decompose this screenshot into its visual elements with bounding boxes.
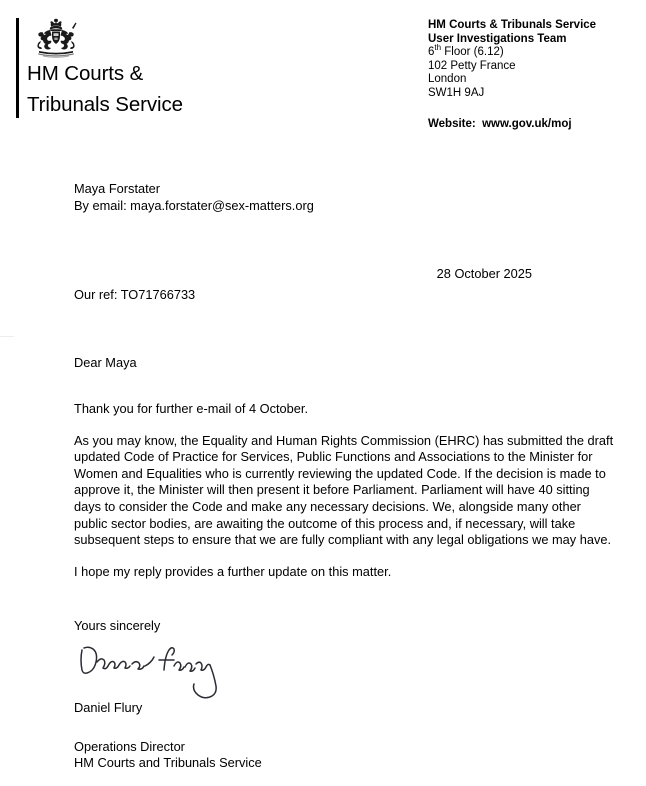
body-paragraph-3: I hope my reply provides a further update on this matter.: [74, 563, 392, 579]
sender-floor-rest: Floor (6.12): [441, 46, 504, 59]
our-reference: Our ref: TO71766733: [74, 287, 196, 302]
logo-vertical-rule: [16, 18, 19, 118]
sender-org: HM Courts & Tribunals Service: [428, 19, 597, 31]
sender-postcode: SW1H 9AJ: [428, 86, 485, 99]
letter-date: 28 October 2025: [436, 266, 532, 281]
hmcts-wordmark-line1: HM Courts &: [27, 62, 144, 85]
signer-name: Daniel Flury: [74, 700, 143, 715]
letterhead: [0, 0, 646, 150]
sender-website: [428, 118, 638, 132]
letter-body: [74, 401, 614, 595]
recipient-name: Maya Forstater: [74, 181, 161, 196]
sender-city: London: [428, 73, 467, 86]
body-paragraph-1: Thank you for further e-mail of 4 October.: [74, 401, 309, 416]
recipient-email-line: By email: maya.forstater@sex-matters.org: [74, 197, 314, 213]
left-margin-tick: [0, 336, 14, 337]
sender-floor-ordinal: th: [434, 43, 442, 53]
hmcts-wordmark: [27, 58, 295, 120]
website-label: Website:: [428, 117, 476, 130]
recipient-block: [74, 181, 494, 214]
sender-floor-number: 6: [428, 46, 435, 59]
sender-team: User Investigations Team: [428, 32, 567, 45]
website-url[interactable]: www.gov.uk/moj: [482, 117, 572, 130]
body-paragraph-2: As you may know, the Equality and Human Rights Commission (EHRC) has submitted the draft updated Code of Practice for Services, Public Functions and Associations to the Minister for Women and Equalities who is currently reviewing the updated Code. If the decision is made to approve it, the Minister will then present it before Parliament. Parliament will have 40 sitting days to consider the Code and make any necessary decisions. We, alongside many other public sector bodies, are awaiting the outcome of this process and, if necessary, will take subsequent steps to ensure that we are fully compliant with any legal obligations we may have.: [74, 432, 614, 548]
sender-floor: [428, 43, 638, 60]
handwritten-signature-icon: [76, 640, 241, 700]
salutation: Dear Maya: [74, 355, 137, 370]
sender-street: 102 Petty France: [428, 59, 516, 72]
signoff-block: [74, 700, 262, 772]
hmcts-logo: [16, 16, 296, 124]
closing-line: Yours sincerely: [74, 618, 161, 633]
hmcts-wordmark-line2: Tribunals Service: [27, 93, 183, 116]
sender-address-block: [428, 19, 638, 131]
signoff-spacer: [74, 717, 262, 739]
signer-org: HM Courts and Tribunals Service: [74, 755, 262, 770]
signer-title: Operations Director: [74, 738, 185, 754]
royal-coat-of-arms-icon: [28, 16, 84, 62]
